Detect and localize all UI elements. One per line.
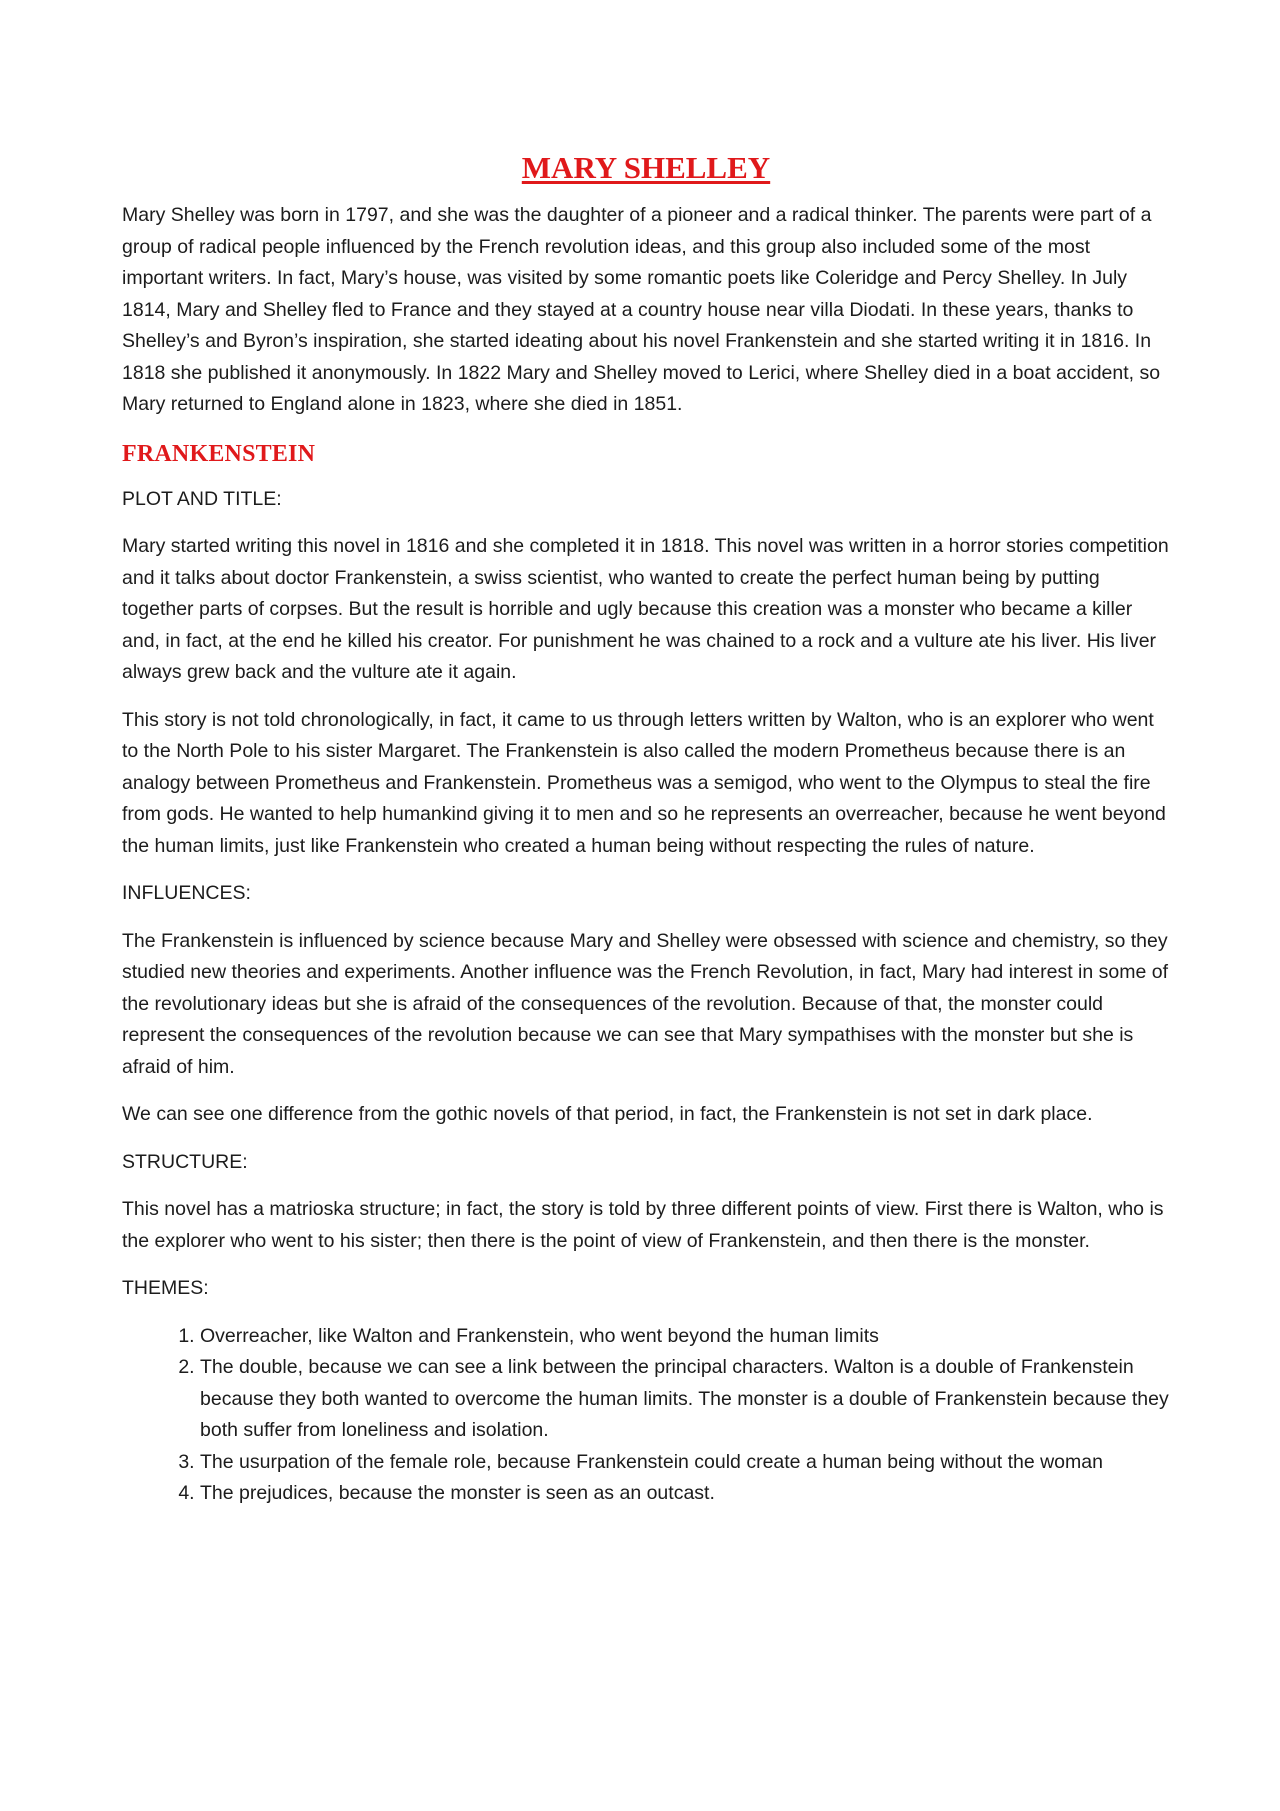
biography-paragraph: Mary Shelley was born in 1797, and she was the daughter of a pioneer and a radical thinker. The parents were part of a group of radical people influenced by the French revolution ideas, and this group also included some of the most important writers. In fact, Mary’s house, was visited by some romantic poets like Coleridge and Percy Shelley. In July 1814, Mary and Shelley fled to France and they stayed at a country house near villa Diodati. In these years, thanks to Shelley’s and Byron’s inspiration, she started ideating about his novel Frankenstein and she started writing it in 1816. In 1818 she published it anonymously. In 1822 Mary and Shelley moved to Lerici, where Shelley died in a boat accident, so Mary returned to England alone in 1823, where she died in 1851. [122, 204, 1161, 415]
influences-label: INFLUENCES: [122, 882, 251, 904]
plot-paragraph-1: Mary started writing this novel in 1816 and she completed it in 1818. This novel was written in a horror stories competition and it talks about doctor Frankenstein, a swiss scientist, who wanted to create the perfect human being by putting together parts of corpses. But the result is horrible and ugly because this creation was a monster who became a killer and, in fact, at the end he killed his creator. For punishment he was chained to a rock and a vulture ate his liver. His liver always grew back and the vulture ate it again. [122, 535, 1169, 683]
theme-item: 3. The usurpation of the female role, because Frankenstein could create a human being without the woman [200, 1447, 1170, 1479]
influences-paragraph-2: We can see one difference from the gothic novels of that period, in fact, the Frankenstein is not set in dark place. [122, 1103, 1093, 1125]
theme-item: 2. The double, because we can see a link between the principal characters. Walton is a double of Frankenstein because they both wanted to overcome the human limits. The monster is a double of Frankenstein because they both suffer from loneliness and isolation. [200, 1352, 1170, 1447]
structure-label: STRUCTURE: [122, 1150, 248, 1173]
themes-label: THEMES: [122, 1277, 209, 1299]
plot-label: PLOT AND TITLE: [122, 487, 282, 510]
structure-paragraph: This novel has a matrioska structure; in fact, the story is told by three different points of view. First there is Walton, who is the explorer who went to his sister; then there is the point of view of Frankenstein, and then there is the monster. [122, 1198, 1164, 1252]
page-title: MARY SHELLEY [521, 150, 771, 185]
plot-paragraph-2: This story is not told chronologically, in fact, it came to us through letters written by Walton, who is an explorer who went to the North Pole to his sister Margaret. The Frankenstein is also called the modern Prometheus because there is an analogy between Prometheus and Frankenstein. Prometheus was a semigod, who went to the Olympus to steal the fire from gods. He wanted to help humankind giving it to men and so he represents an overreacher, because he went beyond the human limits, just like Frankenstein who created a human being without respecting the rules of nature. [122, 708, 1166, 857]
theme-item: 1. Overreacher, like Walton and Frankenstein, who went beyond the human limits [200, 1321, 1170, 1353]
document-page [122, 148, 1170, 1510]
influences-paragraph-1: The Frankenstein is influenced by science because Mary and Shelley were obsessed with science and chemistry, so they studied new theories and experiments. Another influence was the French Revolution, in fact, Mary had interest in some of the revolutionary ideas but she is afraid of the consequences of the revolution. Because of that, the monster could represent the consequences of the revolution because we can see that Mary sympathises with the monster but she is afraid of him. [122, 929, 1168, 1078]
theme-item: 4. The prejudices, because the monster is seen as an outcast. [200, 1478, 1170, 1510]
section-title-frankenstein: FRANKENSTEIN [122, 440, 316, 467]
themes-list [122, 1321, 1170, 1510]
